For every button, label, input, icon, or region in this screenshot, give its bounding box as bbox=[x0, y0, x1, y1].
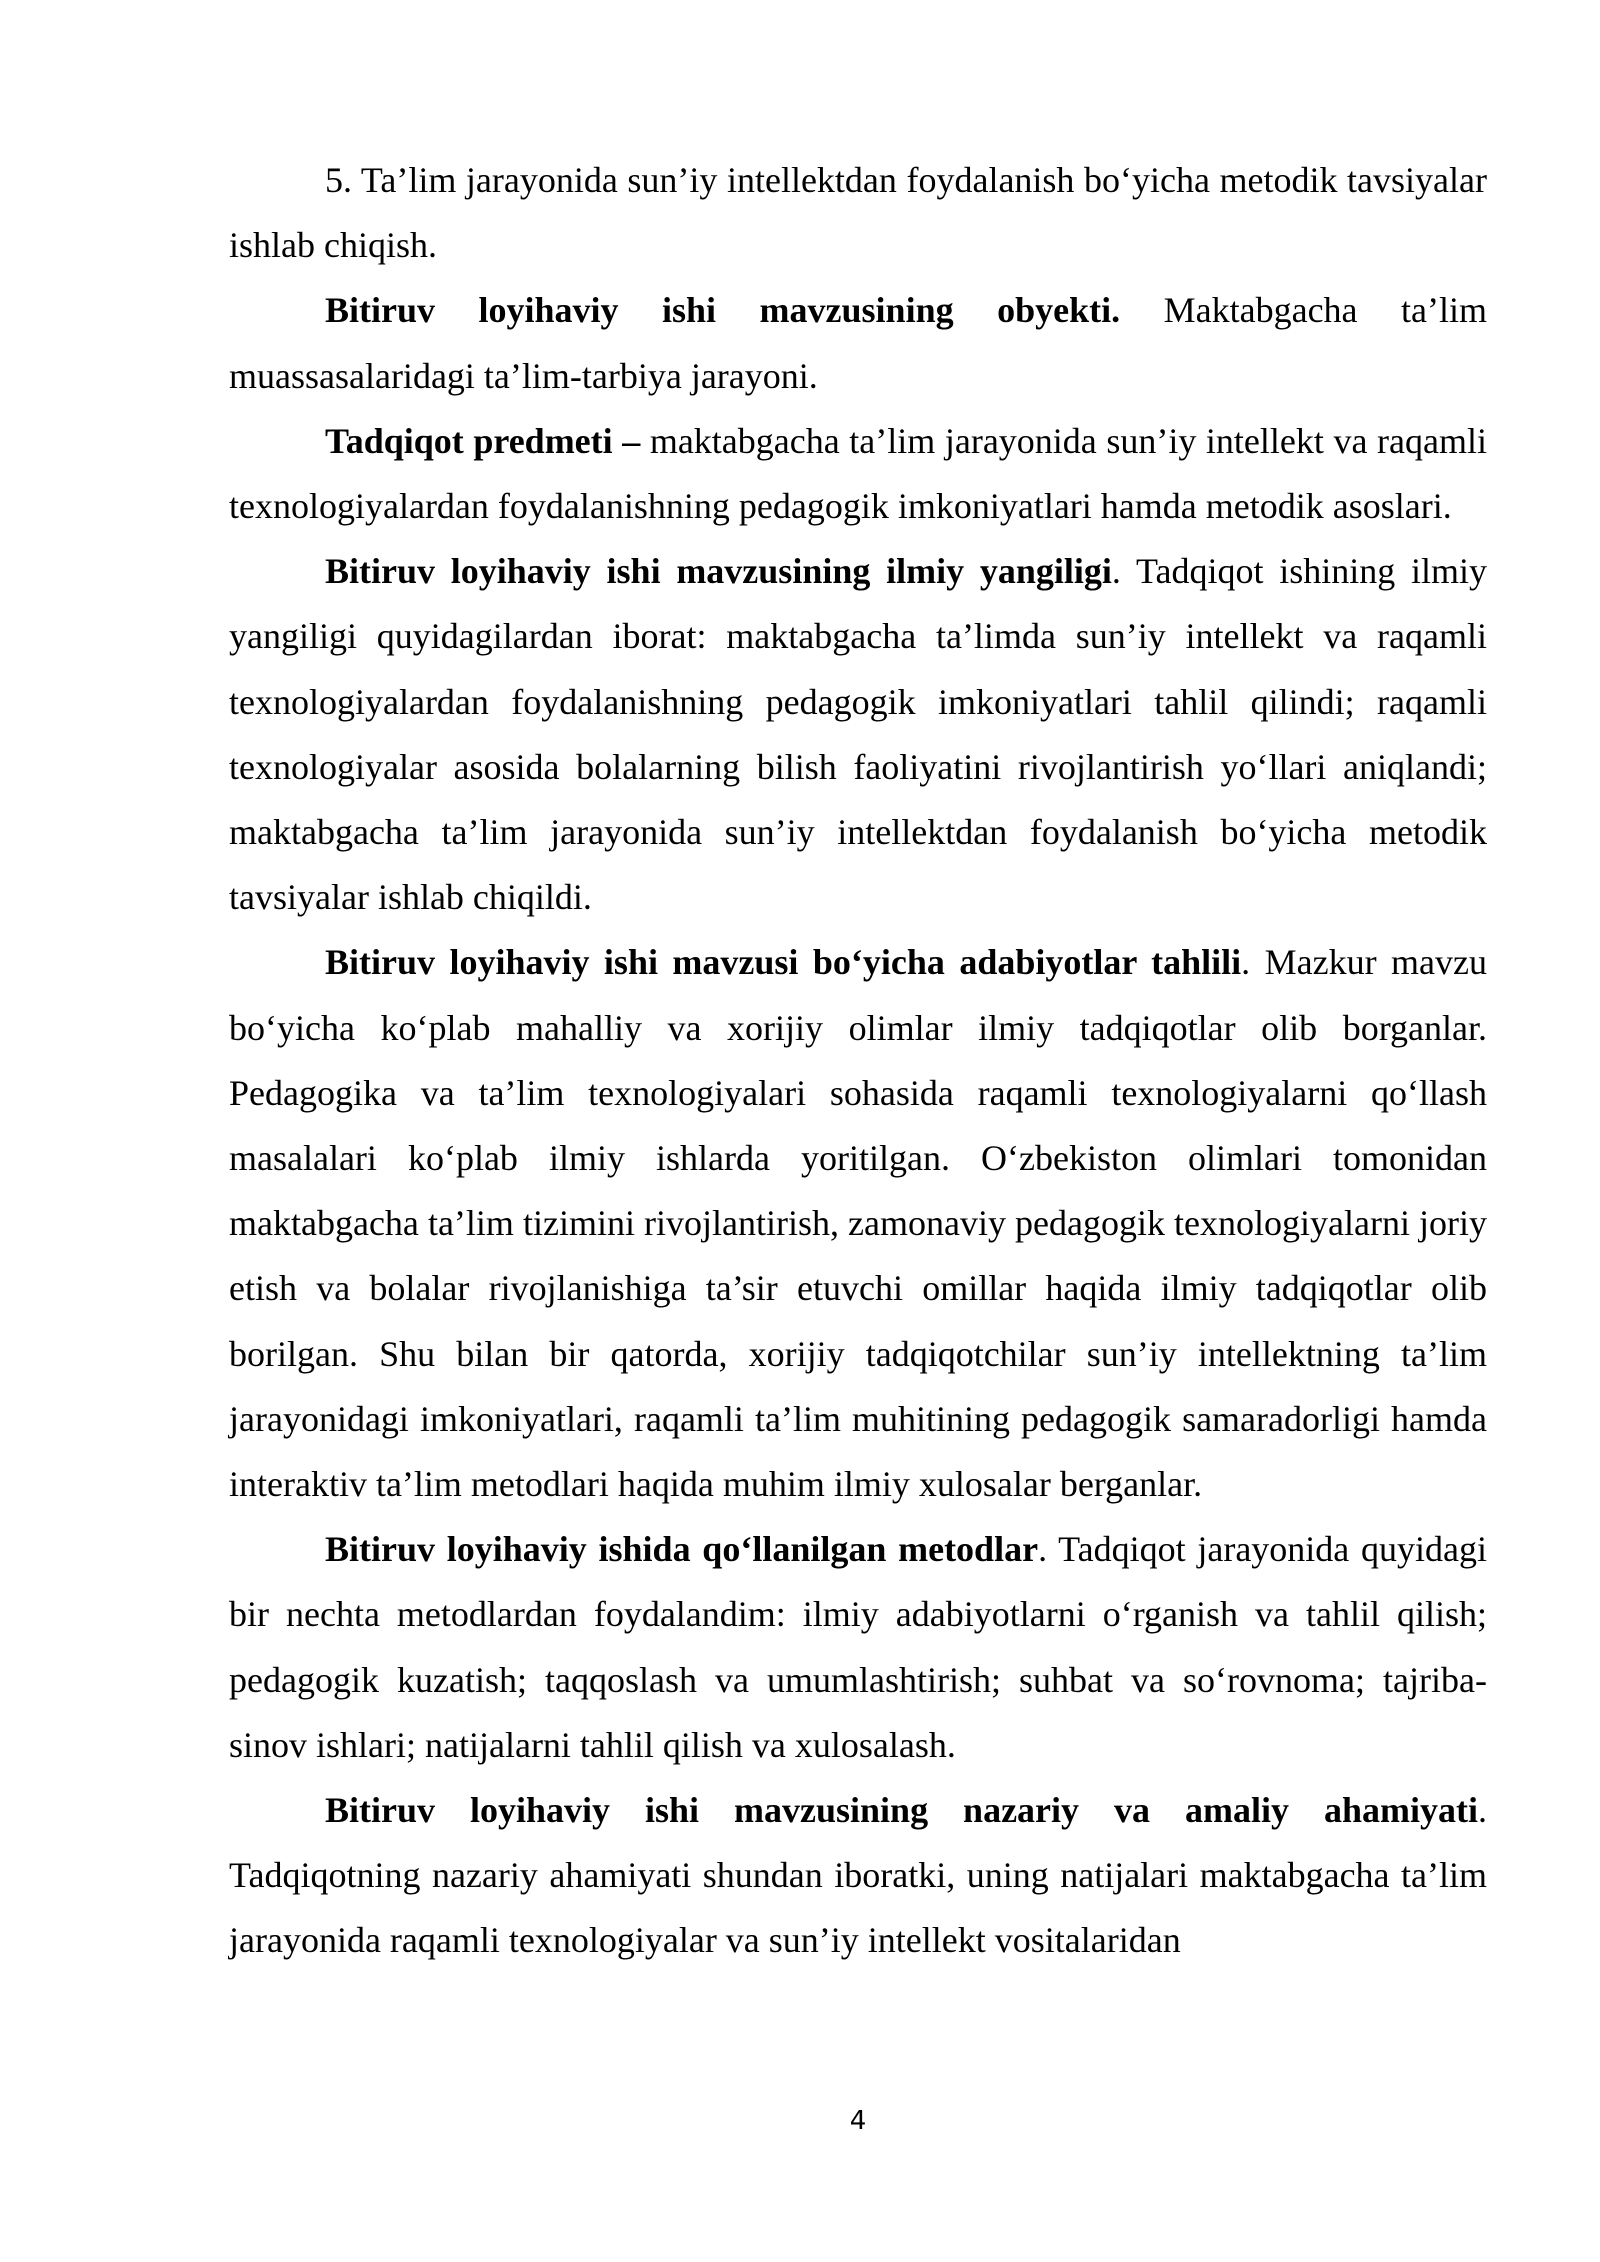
paragraph-body: . Tadqiqotning nazariy ahamiyati shundan iboratki, uning natijalari maktabgacha ta’lim jarayonida raqamli texnologiyalar va sun’iy intellekt vositalaridan bbox=[229, 1790, 1487, 1961]
paragraph-heading: Bitiruv loyihaviy ishida qo‘llanilgan metodlar bbox=[325, 1529, 1039, 1570]
paragraph-research-object bbox=[229, 278, 1487, 408]
page-number: 4 bbox=[849, 2106, 867, 2136]
paragraph-body: . Mazkur mavzu bo‘yicha ko‘plab mahalliy va xorijiy olimlar ilmiy tadqiqotlar olib borganlar. Pedagogika va ta’lim texnologiyalari sohasida raqamli texnologiyalarni qo‘llash masalalari ko‘plab ilmiy ishlarda yoritilgan. O‘zbekiston olimlari tomonidan maktabgacha ta’lim tizimini rivojlantirish, zamonaviy pedagogik texnologiyalarni joriy etish va bolalar rivojlanishiga ta’sir etuvchi omillar haqida ilmiy tadqiqotlar olib borilgan. Shu bilan bir qatorda, xorijiy tadqiqotchilar sun’iy intellektning ta’lim jarayonidagi imkoniyatlari, raqamli ta’lim muhitining pedagogik samaradorligi hamda interaktiv ta’lim metodlari haqida muhim ilmiy xulosalar berganlar. bbox=[229, 942, 1487, 1505]
paragraph-body: . Tadqiqot ishining ilmiy yangiligi quyidagilardan iborat: maktabgacha ta’limda sun’iy intellekt va raqamli texnologiyalardan foydalanishning pedagogik imkoniyatlari tahlil qilindi; raqamli texnologiyalar asosida bolalarning bilish faoliyatini rivojlantirish yo‘llari aniqlandi; maktabgacha ta’lim jarayonida sun’iy intellektdan foydalanish bo‘yicha metodik tavsiyalar ishlab chiqildi. bbox=[229, 551, 1487, 918]
paragraph-body: Maktabgacha ta’lim muassasalaridagi ta’lim-tarbiya jarayoni. bbox=[229, 290, 1487, 396]
paragraph-body: maktabgacha ta’lim jarayonida sun’iy intellekt va raqamli texnologiyalardan foydalanishning pedagogik imkoniyatlari hamda metodik asoslari. bbox=[229, 420, 1487, 527]
body-text bbox=[229, 148, 1487, 1974]
paragraph-methods bbox=[229, 1517, 1487, 1778]
paragraph-significance bbox=[229, 1778, 1487, 1974]
paragraph-literature-review bbox=[229, 930, 1487, 1517]
paragraph-heading: Bitiruv loyihaviy ishi mavzusi bo‘yicha adabiyotlar tahlili bbox=[325, 942, 1242, 983]
paragraph-heading: Bitiruv loyihaviy ishi mavzusining obyekti. bbox=[325, 290, 1121, 331]
paragraph-heading: Bitiruv loyihaviy ishi mavzusining nazariy va amaliy ahamiyati bbox=[325, 1790, 1478, 1831]
paragraph-task-5 bbox=[229, 148, 1487, 278]
paragraph-body: 5. Ta’lim jarayonida sun’iy intellektdan foydalanish bo‘yicha metodik tavsiyalar ishlab chiqish. bbox=[229, 160, 1487, 266]
paragraph-research-subject bbox=[229, 409, 1487, 539]
paragraph-heading: Tadqiqot predmeti – bbox=[325, 420, 641, 461]
paragraph-scientific-novelty bbox=[229, 539, 1487, 930]
paragraph-heading: Bitiruv loyihaviy ishi mavzusining ilmiy yangiligi bbox=[325, 551, 1112, 592]
paragraph-body: . Tadqiqot jarayonida quyidagi bir nechta metodlardan foydalandim: ilmiy adabiyotlarni o‘rganish va tahlil qilish; pedagogik kuzatish; taqqoslash va umumlashtirish; suhbat va so‘rovnoma; tajriba-sinov ishlari; natijalarni tahlil qilish va xulosalash. bbox=[229, 1529, 1487, 1765]
